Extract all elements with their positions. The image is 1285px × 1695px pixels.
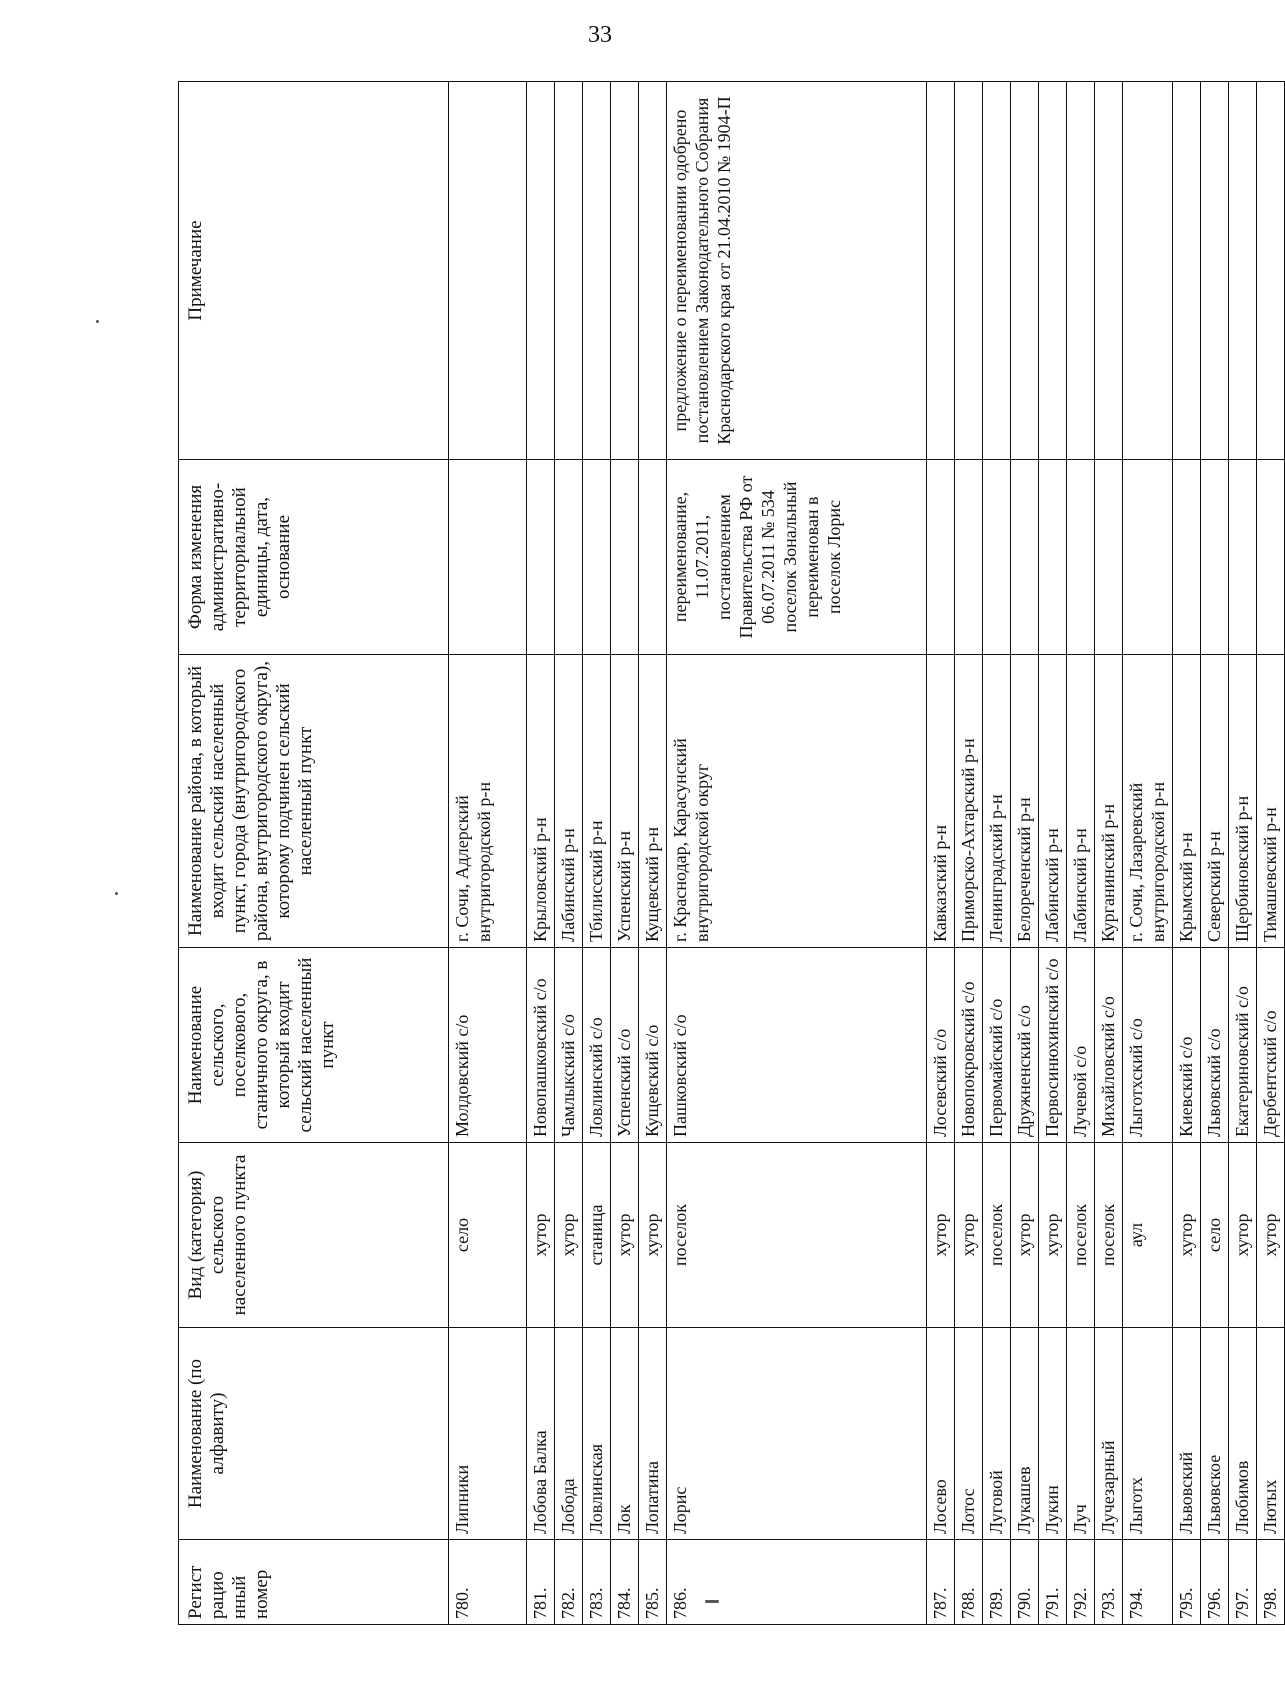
cell-settlement: Первомайский с/о: [983, 948, 1011, 1143]
page-number: 33: [588, 22, 612, 48]
cell-num: 792.: [1067, 1540, 1095, 1625]
cell-settlement: Львовский с/о: [1201, 948, 1229, 1143]
cell-num: 789.: [983, 1540, 1011, 1625]
cell-note: [1095, 82, 1123, 460]
cell-note: [1201, 82, 1229, 460]
cell-name: Львовский: [1173, 1328, 1201, 1540]
cell-kind: хутор: [927, 1143, 955, 1328]
cell-note: [527, 82, 555, 460]
cell-note: [555, 82, 583, 460]
cell-change: [449, 460, 527, 655]
table-row: [1067, 82, 1095, 1625]
cell-kind: станица: [583, 1143, 611, 1328]
table-row: [611, 82, 639, 1625]
cell-settlement: Чамлыкский с/о: [555, 948, 583, 1143]
cell-note: [449, 82, 527, 460]
cell-note: [1123, 82, 1173, 460]
cell-district: Тимашевский р-н: [1257, 655, 1285, 948]
cell-num: 791.: [1039, 1540, 1067, 1625]
table-row: [1095, 82, 1123, 1625]
cell-name: Лучезарный: [1095, 1328, 1123, 1540]
cell-note: [1067, 82, 1095, 460]
cell-district: Кущевский р-н: [639, 655, 667, 948]
header-district: Наименование района, в который входит сельский населенный пункт, города (внутригородского района, внутригородского округа), которому подчинен сельский населенный пункт: [179, 655, 449, 948]
cell-name: Львовское: [1201, 1328, 1229, 1540]
cell-change: [983, 460, 1011, 655]
table-row: [955, 82, 983, 1625]
cell-district: Щербиновский р-н: [1229, 655, 1257, 948]
table-row: [639, 82, 667, 1625]
cell-change: [527, 460, 555, 655]
scan-mark: [115, 892, 118, 895]
cell-kind: хутор: [1011, 1143, 1039, 1328]
cell-num: 783.: [583, 1540, 611, 1625]
cell-settlement: Лосевский с/о: [927, 948, 955, 1143]
cell-change: [1123, 460, 1173, 655]
cell-change: [1173, 460, 1201, 655]
cell-kind: хутор: [639, 1143, 667, 1328]
cell-change: [1095, 460, 1123, 655]
cell-district: г. Сочи, Лазаревский внутригородской р-н: [1123, 655, 1173, 948]
scan-mark: [96, 320, 99, 323]
cell-kind: хутор: [1229, 1143, 1257, 1328]
table-row: [667, 82, 927, 1625]
cell-change: [1067, 460, 1095, 655]
cell-name: Луч: [1067, 1328, 1095, 1540]
cell-kind: поселок: [1067, 1143, 1095, 1328]
cell-note: [639, 82, 667, 460]
cell-name: Лок: [611, 1328, 639, 1540]
header-settlement: Наименование сельского, поселкового, станичного округа, в который входит сельский населенный пункт: [179, 948, 449, 1143]
cell-district: г. Краснодар, Карасунский внутригородской округ: [667, 655, 927, 948]
cell-num: 781.: [527, 1540, 555, 1625]
cell-num: 797.: [1229, 1540, 1257, 1625]
table-row: [449, 82, 527, 1625]
cell-kind: аул: [1123, 1143, 1173, 1328]
cell-change: [1011, 460, 1039, 655]
cell-settlement: Киевский с/о: [1173, 948, 1201, 1143]
cell-settlement: Новопокровский с/о: [955, 948, 983, 1143]
cell-name: Лосево: [927, 1328, 955, 1540]
table-row: [583, 82, 611, 1625]
cell-settlement: Пашковский с/о: [667, 948, 927, 1143]
cell-district: Лабинский р-н: [1039, 655, 1067, 948]
table-row: [983, 82, 1011, 1625]
cell-district: Курганинский р-н: [1095, 655, 1123, 948]
header-kind: Вид (категория) сельского населенного пункта: [179, 1143, 449, 1328]
cell-num: 796.: [1201, 1540, 1229, 1625]
cell-num: 794.: [1123, 1540, 1173, 1625]
cell-name: Лорис: [667, 1328, 927, 1540]
cell-num: 795.: [1173, 1540, 1201, 1625]
header-reg-number: Регист рацио нный номер: [179, 1540, 449, 1625]
cell-kind: хутор: [555, 1143, 583, 1328]
table-row: [1257, 82, 1285, 1625]
cell-district: г. Сочи, Адлерский внутригородской р-н: [449, 655, 527, 948]
cell-num: 788.: [955, 1540, 983, 1625]
cell-name: Липники: [449, 1328, 527, 1540]
cell-change: [1201, 460, 1229, 655]
cell-settlement: Кущевский с/о: [639, 948, 667, 1143]
cell-note: [1257, 82, 1285, 460]
cell-num: 782.: [555, 1540, 583, 1625]
cell-name: Любимов: [1229, 1328, 1257, 1540]
cell-settlement: Дербентский с/о: [1257, 948, 1285, 1143]
cell-settlement: Первосинюхинский с/о: [1039, 948, 1067, 1143]
cell-name: Лобода: [555, 1328, 583, 1540]
cell-district: Ленинградский р-н: [983, 655, 1011, 948]
cell-kind: хутор: [611, 1143, 639, 1328]
cell-settlement: Лыготхский с/о: [1123, 948, 1173, 1143]
cell-note: предложение о переименовании одобрено постановлением Законодательного Собрания Краснодарского края от 21.04.2010 № 1904-П: [667, 82, 927, 460]
cell-change: [611, 460, 639, 655]
table-row: [1123, 82, 1173, 1625]
cell-note: [983, 82, 1011, 460]
table-row: [1201, 82, 1229, 1625]
rotated-table-container: [178, 82, 1280, 1625]
cell-change: [1229, 460, 1257, 655]
cell-change: [639, 460, 667, 655]
cell-num: 784.: [611, 1540, 639, 1625]
header-note: Примечание: [179, 82, 449, 460]
cell-num: 780.: [449, 1540, 527, 1625]
cell-note: [1011, 82, 1039, 460]
cell-kind: поселок: [983, 1143, 1011, 1328]
cell-settlement: Успенский с/о: [611, 948, 639, 1143]
cell-district: Лабинский р-н: [1067, 655, 1095, 948]
cell-settlement: Молдовский с/о: [449, 948, 527, 1143]
cell-settlement: Новопашковский с/о: [527, 948, 555, 1143]
cell-district: Лабинский р-н: [555, 655, 583, 948]
cell-district: Успенский р-н: [611, 655, 639, 948]
cell-change: [1257, 460, 1285, 655]
cell-num: 787.: [927, 1540, 955, 1625]
cell-kind: хутор: [955, 1143, 983, 1328]
cell-note: [927, 82, 955, 460]
table-header-row: [179, 82, 449, 1625]
cell-name: Лотос: [955, 1328, 983, 1540]
cell-name: Лютых: [1257, 1328, 1285, 1540]
cell-name: Лыготх: [1123, 1328, 1173, 1540]
cell-district: Приморско-Ахтарский р-н: [955, 655, 983, 948]
table-row: [1173, 82, 1201, 1625]
table-row: [527, 82, 555, 1625]
cell-district: Белореченский р-н: [1011, 655, 1039, 948]
header-name: Наименование (по алфавиту): [179, 1328, 449, 1540]
cell-kind: поселок: [667, 1143, 927, 1328]
cell-change: [1039, 460, 1067, 655]
cell-num: 798.: [1257, 1540, 1285, 1625]
table-row: [927, 82, 955, 1625]
cell-settlement: Екатериновский с/о: [1229, 948, 1257, 1143]
table-row: [1011, 82, 1039, 1625]
cell-settlement: Лучевой с/о: [1067, 948, 1095, 1143]
cell-name: Лукин: [1039, 1328, 1067, 1540]
cell-district: Крыловский р-н: [527, 655, 555, 948]
cell-name: Лукашев: [1011, 1328, 1039, 1540]
table-row: [555, 82, 583, 1625]
cell-change: [927, 460, 955, 655]
cell-name: Лобова Балка: [527, 1328, 555, 1540]
cell-district: Крымский р-н: [1173, 655, 1201, 948]
scan-mark: [705, 1600, 719, 1603]
cell-kind: село: [449, 1143, 527, 1328]
cell-note: [611, 82, 639, 460]
cell-district: Северский р-н: [1201, 655, 1229, 948]
table-row: [1039, 82, 1067, 1625]
cell-district: Тбилисский р-н: [583, 655, 611, 948]
cell-note: [1173, 82, 1201, 460]
cell-kind: поселок: [1095, 1143, 1123, 1328]
cell-name: Луговой: [983, 1328, 1011, 1540]
cell-num: 790.: [1011, 1540, 1039, 1625]
cell-change: переименование, 11.07.2011, постановлением Правительства РФ от 06.07.2011 № 534 поселок Зональный переименован в поселок Лорис: [667, 460, 927, 655]
cell-kind: хутор: [1173, 1143, 1201, 1328]
cell-note: [955, 82, 983, 460]
cell-change: [583, 460, 611, 655]
settlements-table: [178, 81, 1285, 1625]
cell-settlement: Дружненский с/о: [1011, 948, 1039, 1143]
cell-settlement: Ловлинский с/о: [583, 948, 611, 1143]
cell-note: [1039, 82, 1067, 460]
cell-settlement: Михайловский с/о: [1095, 948, 1123, 1143]
cell-kind: село: [1201, 1143, 1229, 1328]
cell-kind: хутор: [1257, 1143, 1285, 1328]
cell-num: 793.: [1095, 1540, 1123, 1625]
cell-kind: хутор: [1039, 1143, 1067, 1328]
cell-note: [583, 82, 611, 460]
header-change: Форма изменения административно-территориальной единицы, дата, основание: [179, 460, 449, 655]
cell-district: Кавказский р-н: [927, 655, 955, 948]
table-row: [1229, 82, 1257, 1625]
cell-name: Лопатина: [639, 1328, 667, 1540]
cell-num: 785.: [639, 1540, 667, 1625]
cell-change: [555, 460, 583, 655]
cell-kind: хутор: [527, 1143, 555, 1328]
cell-name: Ловлинская: [583, 1328, 611, 1540]
cell-num: 786.: [667, 1540, 927, 1625]
cell-note: [1229, 82, 1257, 460]
cell-change: [955, 460, 983, 655]
